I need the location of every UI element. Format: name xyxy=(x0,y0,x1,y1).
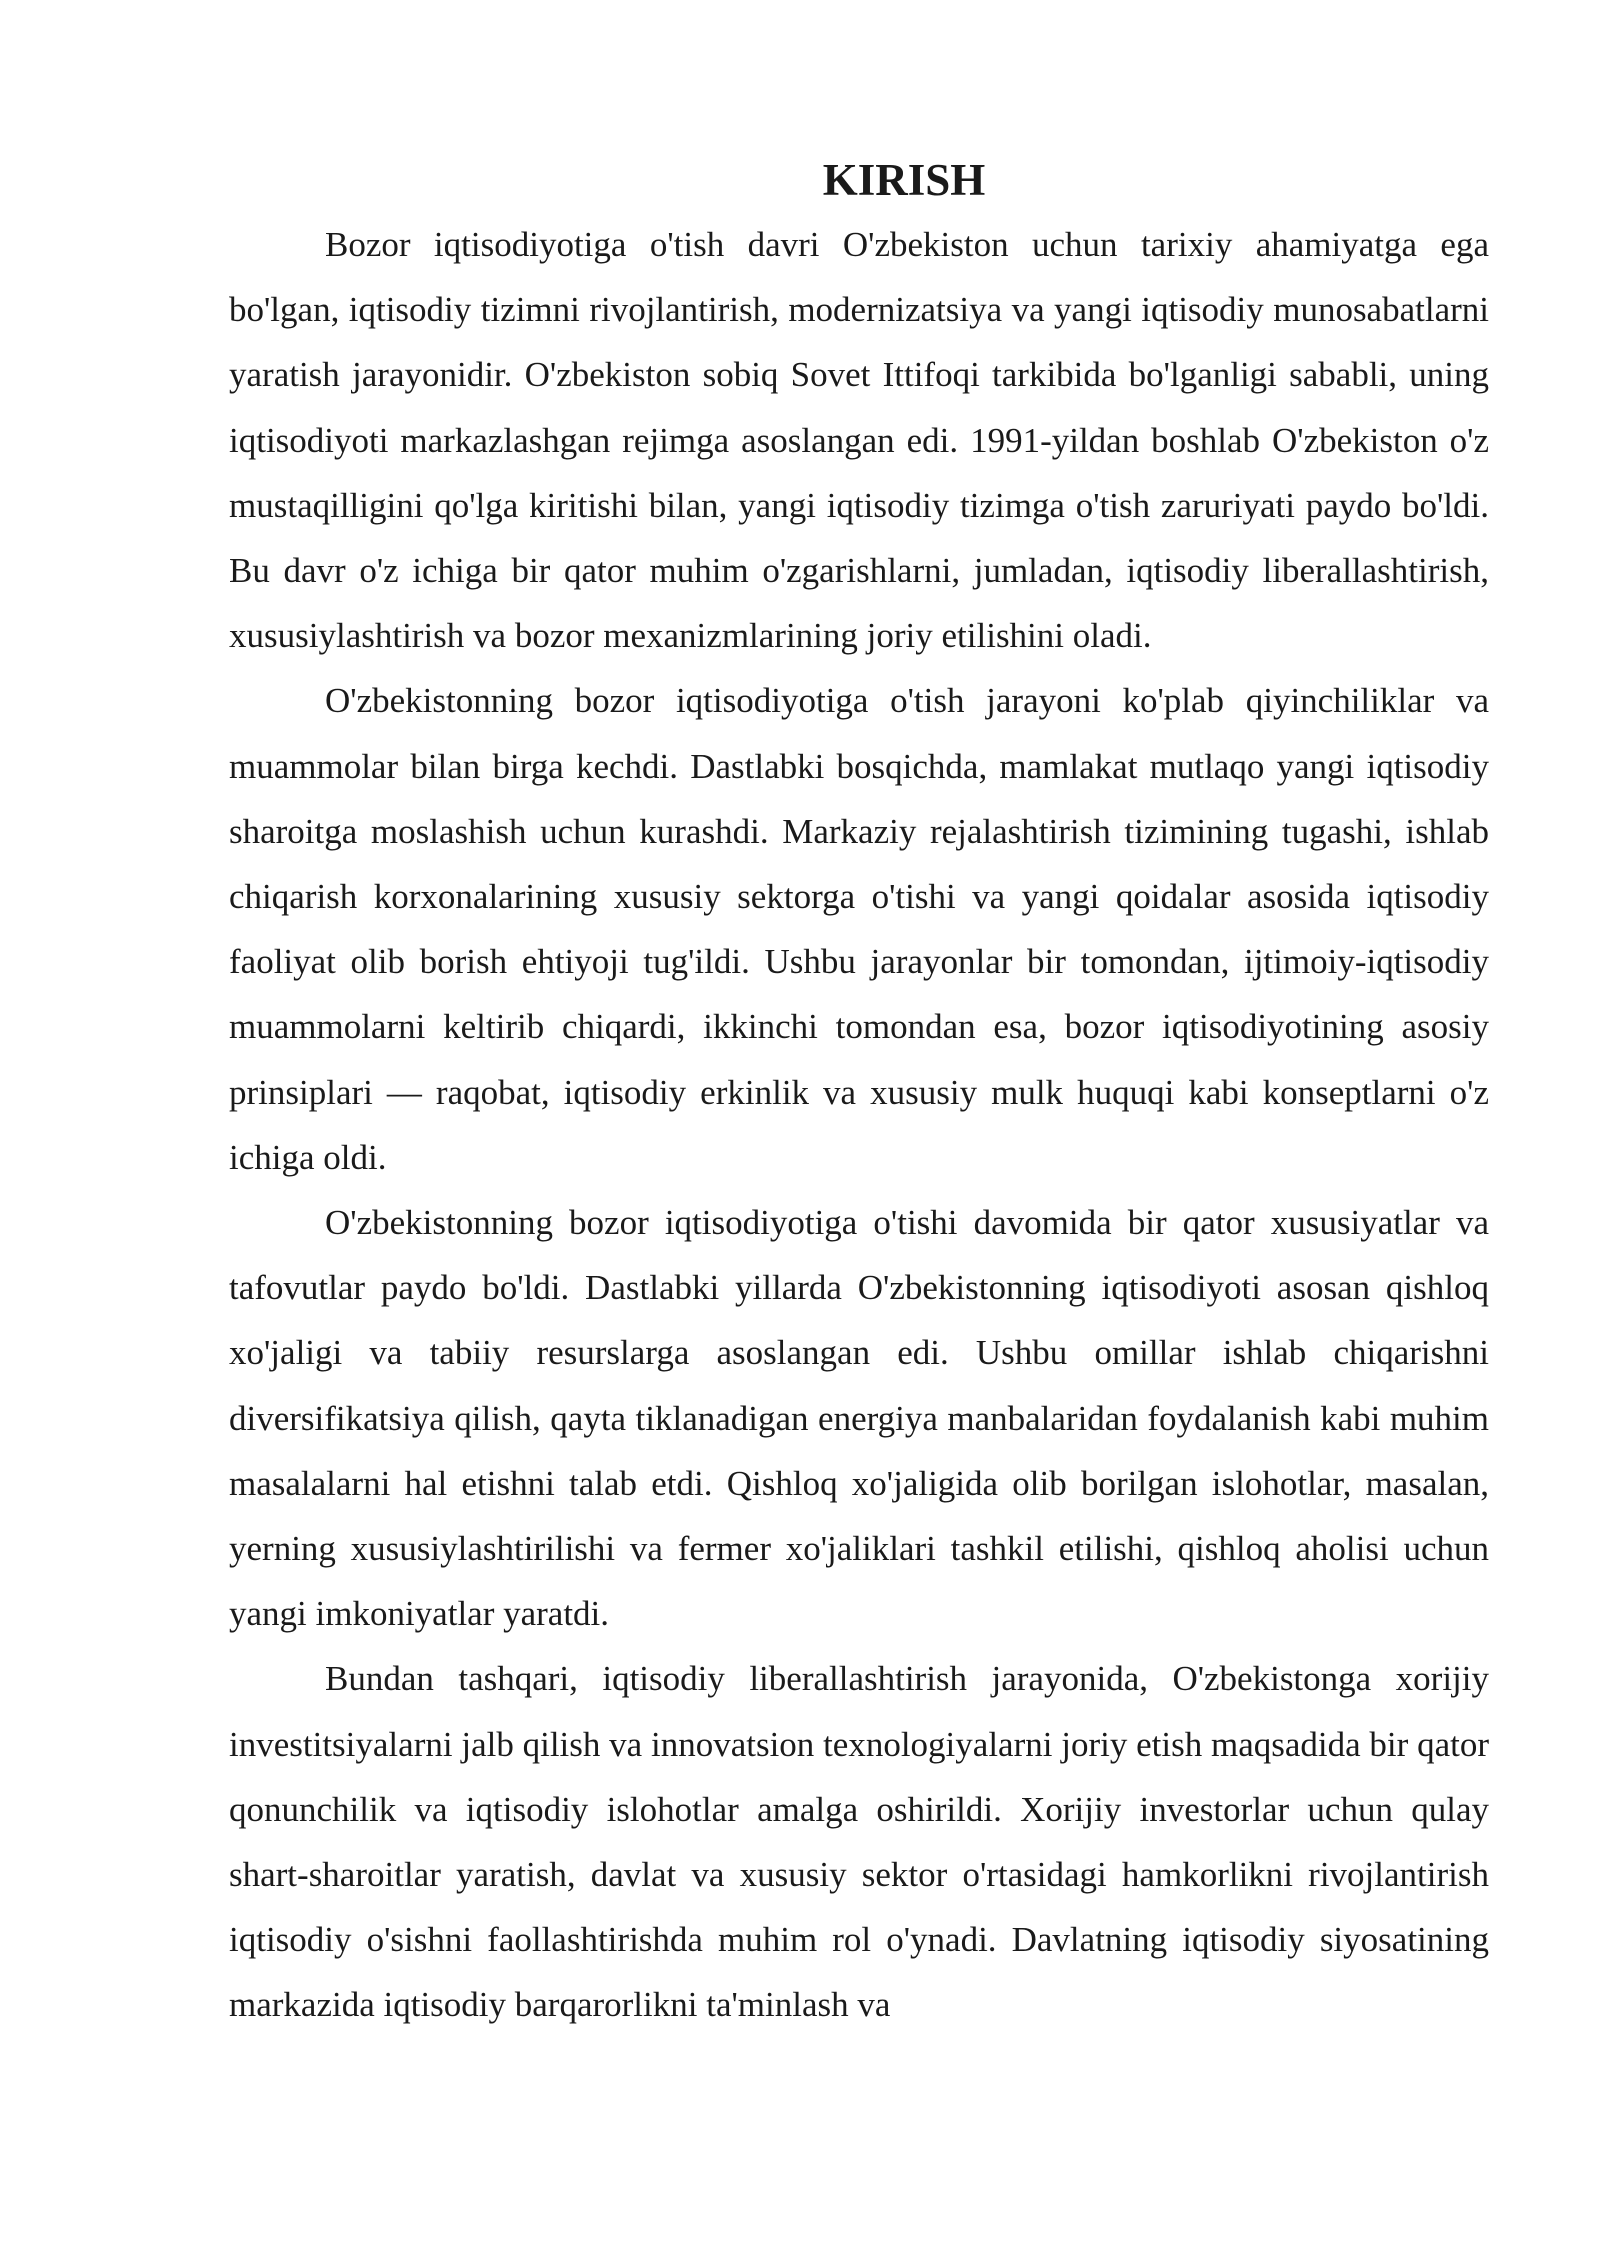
paragraph: Bozor iqtisodiyotiga o'tish davri O'zbekiston uchun tarixiy ahamiyatga ega bo'lgan, iqtisodiy tizimni rivojlantirish, modernizatsiya va yangi iqtisodiy munosabatlarni yaratish jarayonidir. O'zbekiston sobiq Sovet Ittifoqi tarkibida bo'lganligi sababli, uning iqtisodiyoti markazlashgan rejimga asoslangan edi. 1991-yildan boshlab O'zbekiston o'z mustaqilligini qo'lga kiritishi bilan, yangi iqtisodiy tizimga o'tish zaruriyati paydo bo'ldi. Bu davr o'z ichiga bir qator muhim o'zgarishlarni, jumladan, iqtisodiy liberallashtirish, xususiylashtirish va bozor mexanizmlarining joriy etilishini oladi. xyxy=(229,225,1489,656)
paragraph: O'zbekistonning bozor iqtisodiyotiga o'tishi davomida bir qator xususiyatlar va tafovutlar paydo bo'ldi. Dastlabki yillarda O'zbekistonning iqtisodiyoti asosan qishloq xo'jaligi va tabiiy resurslarga asoslangan edi. Ushbu omillar ishlab chiqarishni diversifikatsiya qilish, qayta tiklanadigan energiya manbalaridan foydalanish kabi muhim masalalarni hal etishni talab etdi. Qishloq xo'jaligida olib borilgan islohotlar, masalan, yerning xususiylashtirilishi va fermer xo'jaliklari tashkil etilishi, qishloq aholisi uchun yangi imkoniyatlar yaratdi. xyxy=(229,1203,1489,1634)
page-title: KIRISH xyxy=(822,155,986,205)
paragraph: O'zbekistonning bozor iqtisodiyotiga o'tish jarayoni ko'plab qiyinchiliklar va muammolar bilan birga kechdi. Dastlabki bosqichda, mamlakat mutlaqo yangi iqtisodiy sharoitga moslashish uchun kurashdi. Markaziy rejalashtirish tizimining tugashi, ishlab chiqarish korxonalarining xususiy sektorga o'tishi va yangi qoidalar asosida iqtisodiy faoliyat olib borish ehtiyoji tug'ildi. Ushbu jarayonlar bir tomondan, ijtimoiy-iqtisodiy muammolarni keltirib chiqardi, ikkinchi tomondan esa, bozor iqtisodiyotining asosiy prinsiplari — raqobat, iqtisodiy erkinlik va xususiy mulk huquqi kabi konseptlarni o'z ichiga oldi. xyxy=(229,681,1489,1177)
document-body xyxy=(229,148,1489,2038)
paragraph: Bundan tashqari, iqtisodiy liberallashtirish jarayonida, O'zbekistonga xorijiy investitsiyalarni jalb qilish va innovatsion texnologiyalarni joriy etish maqsadida bir qator qonunchilik va iqtisodiy islohotlar amalga oshirildi. Xorijiy investorlar uchun qulay shart-sharoitlar yaratish, davlat va xususiy sektor o'rtasidagi hamkorlikni rivojlantirish iqtisodiy o'sishni faollashtirishda muhim rol o'ynadi. Davlatning iqtisodiy siyosatining markazida iqtisodiy barqarorlikni ta'minlash va xyxy=(229,1659,1489,2025)
